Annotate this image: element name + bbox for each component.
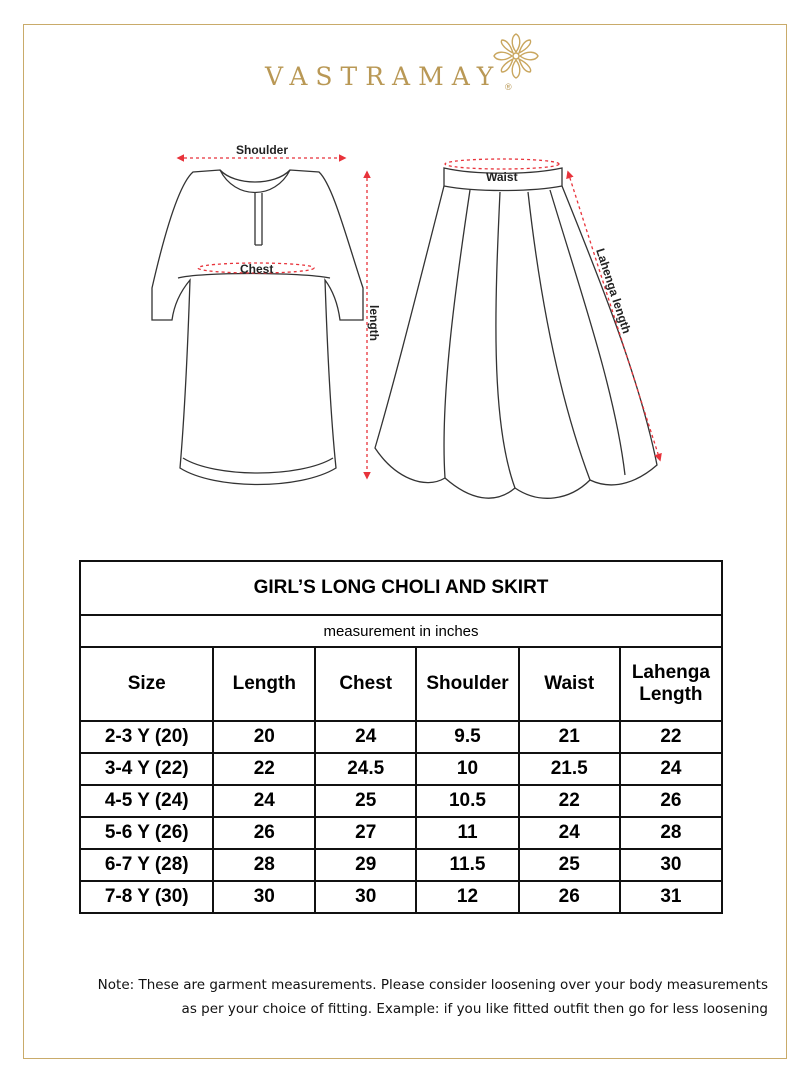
cell-shoulder: 12 [416, 881, 518, 913]
cell-size: 6-7 Y (28) [80, 849, 213, 881]
cell-lahenga-length: 28 [620, 817, 722, 849]
cell-chest: 29 [315, 849, 416, 881]
cell-lahenga-length: 26 [620, 785, 722, 817]
cell-lahenga-length: 22 [620, 721, 722, 753]
cell-shoulder: 10 [416, 753, 518, 785]
cell-length: 20 [213, 721, 315, 753]
cell-chest: 27 [315, 817, 416, 849]
table-row [80, 753, 722, 785]
cell-size: 3-4 Y (22) [80, 753, 213, 785]
header-row [80, 647, 722, 721]
cell-shoulder: 11 [416, 817, 518, 849]
cell-lahenga-length: 24 [620, 753, 722, 785]
lahenga-length-label: Lahenga length [593, 246, 634, 336]
cell-length: 26 [213, 817, 315, 849]
col-header-chest: Chest [315, 647, 416, 721]
cell-length: 30 [213, 881, 315, 913]
length-label: length [367, 305, 381, 341]
registered-mark: ® [505, 82, 512, 92]
cell-chest: 25 [315, 785, 416, 817]
cell-waist: 21.5 [519, 753, 620, 785]
lahenga-length-arrow [568, 172, 660, 460]
cell-size: 5-6 Y (26) [80, 817, 213, 849]
shoulder-label: Shoulder [236, 143, 289, 157]
table-row [80, 849, 722, 881]
cell-length: 24 [213, 785, 315, 817]
col-header-length: Length [213, 647, 315, 721]
col-header-shoulder: Shoulder [416, 647, 518, 721]
cell-chest: 24.5 [315, 753, 416, 785]
cell-chest: 24 [315, 721, 416, 753]
cell-waist: 21 [519, 721, 620, 753]
table-row [80, 817, 722, 849]
measurement-note [0, 973, 768, 1021]
waist-measure [445, 159, 559, 169]
cell-length: 28 [213, 849, 315, 881]
note-line-2: as per your choice of fitting. Example: if you like fitted outfit then go for less loosening [181, 1001, 768, 1017]
skirt-illustration [375, 168, 657, 498]
table-title: GIRL’S LONG CHOLI AND SKIRT [80, 561, 722, 615]
table-row [80, 721, 722, 753]
chest-label: Chest [240, 262, 274, 276]
table-subtitle: measurement in inches [80, 615, 722, 647]
garment-diagram [0, 130, 810, 530]
col-header-lahenga-length: Lahenga Length [620, 647, 722, 721]
cell-waist: 25 [519, 849, 620, 881]
table-row [80, 881, 722, 913]
cell-size: 4-5 Y (24) [80, 785, 213, 817]
cell-lahenga-length: 31 [620, 881, 722, 913]
cell-chest: 30 [315, 881, 416, 913]
cell-shoulder: 9.5 [416, 721, 518, 753]
cell-shoulder: 10.5 [416, 785, 518, 817]
cell-waist: 26 [519, 881, 620, 913]
table-row [80, 785, 722, 817]
cell-waist: 22 [519, 785, 620, 817]
kurta-illustration [152, 170, 363, 485]
col-header-size: Size [80, 647, 213, 721]
cell-lahenga-length: 30 [620, 849, 722, 881]
cell-length: 22 [213, 753, 315, 785]
col-header-waist: Waist [519, 647, 620, 721]
cell-waist: 24 [519, 817, 620, 849]
size-chart-table [79, 560, 723, 914]
note-line-1: Note: These are garment measurements. Please consider loosening over your body measurements [97, 977, 768, 993]
waist-label: Waist [486, 170, 518, 184]
cell-size: 2-3 Y (20) [80, 721, 213, 753]
cell-size: 7-8 Y (30) [80, 881, 213, 913]
brand-name: VASTRAMAY [265, 62, 502, 91]
cell-shoulder: 11.5 [416, 849, 518, 881]
